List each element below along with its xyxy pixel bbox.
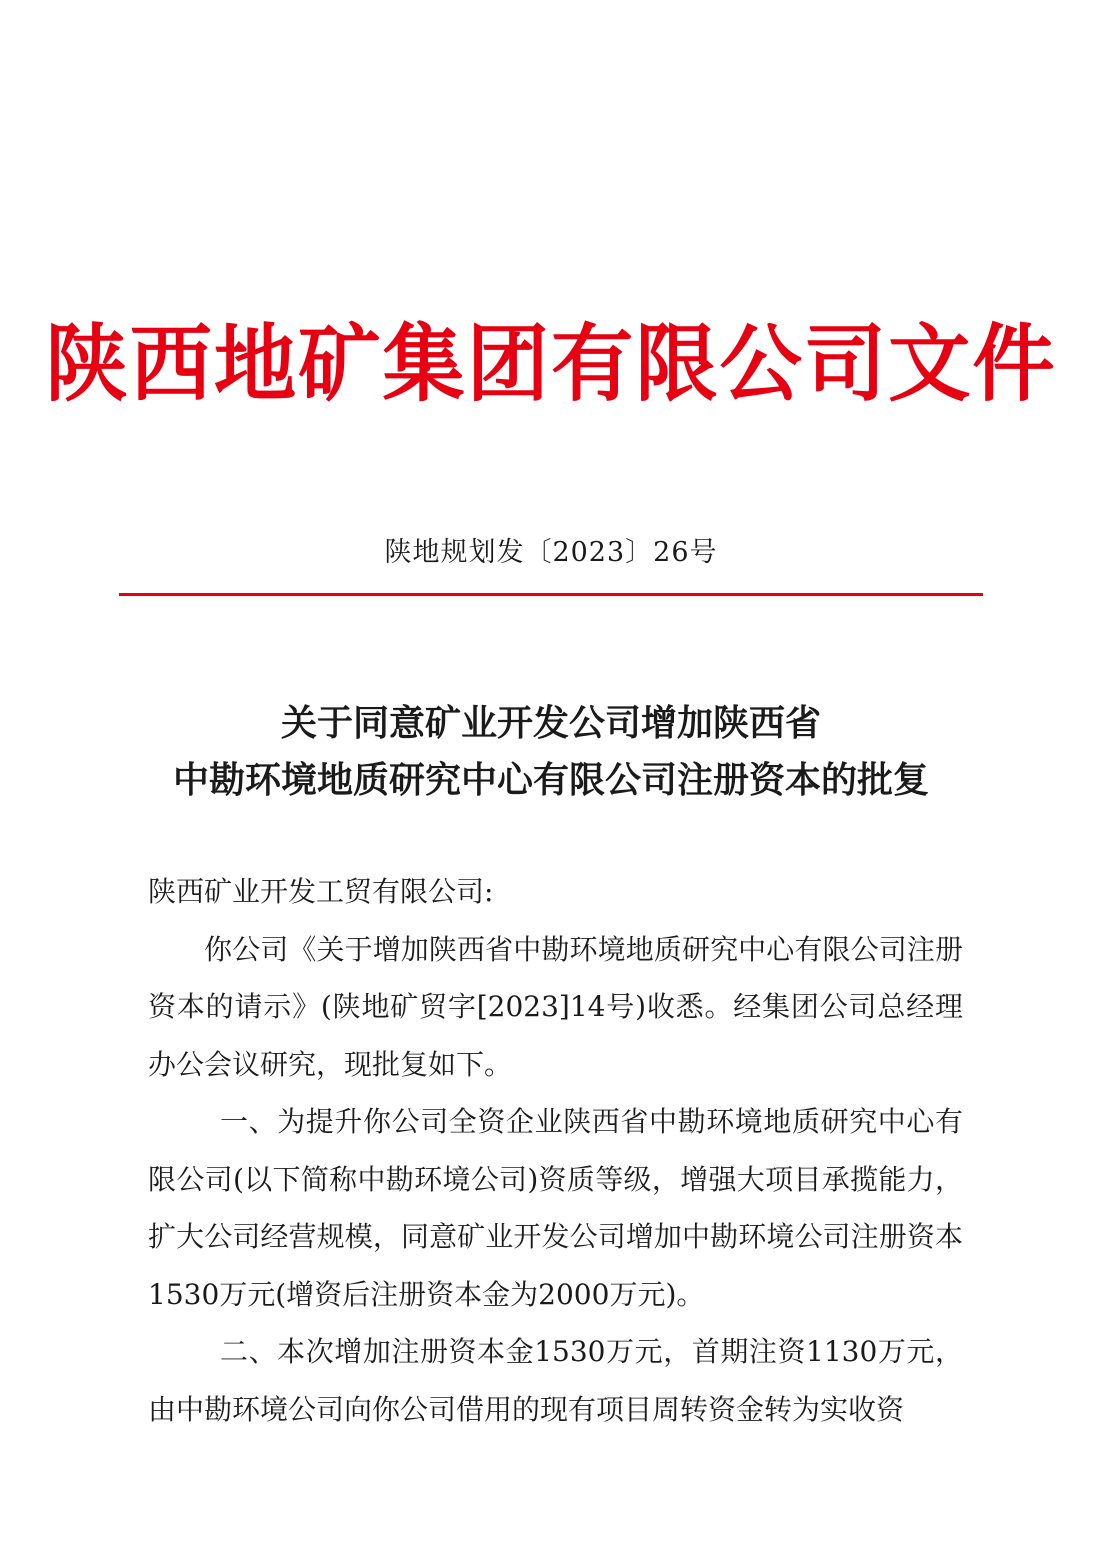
document-body (148, 863, 963, 1438)
body-paragraph-1: 你公司《关于增加陕西省中勘环境地质研究中心有限公司注册资本的请示》(陕地矿贸字[2023]14号)收悉。经集团公司总经理办公会议研究，现批复如下。 (148, 932, 963, 1081)
subject-line-2: 中勘环境地质研究中心有限公司注册资本的批复 (172, 760, 929, 801)
document-subject (0, 695, 1102, 809)
addressee: 陕西矿业开发工贸有限公司: (148, 875, 494, 908)
subject-line-1: 关于同意矿业开发公司增加陕西省 (280, 703, 821, 744)
issuer-title: 陕西地矿集团有限公司文件 (45, 314, 1057, 413)
body-paragraph-2: 一、为提升你公司全资企业陕西省中勘环境地质研究中心有限公司(以下简称中勘环境公司)资质等级，增强大项目承揽能力，扩大公司经营规模，同意矿业开发公司增加中勘环境公司注册资本1530万元(增资后注册资本金为2000万元)。 (148, 1105, 963, 1311)
header-divider (119, 593, 983, 596)
body-paragraph-3: 二、本次增加注册资本金1530万元，首期注资1130万元，由中勘环境公司向你公司借用的现有项目周转资金转为实收资 (148, 1335, 963, 1426)
document-number: 陕地规划发〔2023〕26号 (384, 537, 718, 568)
